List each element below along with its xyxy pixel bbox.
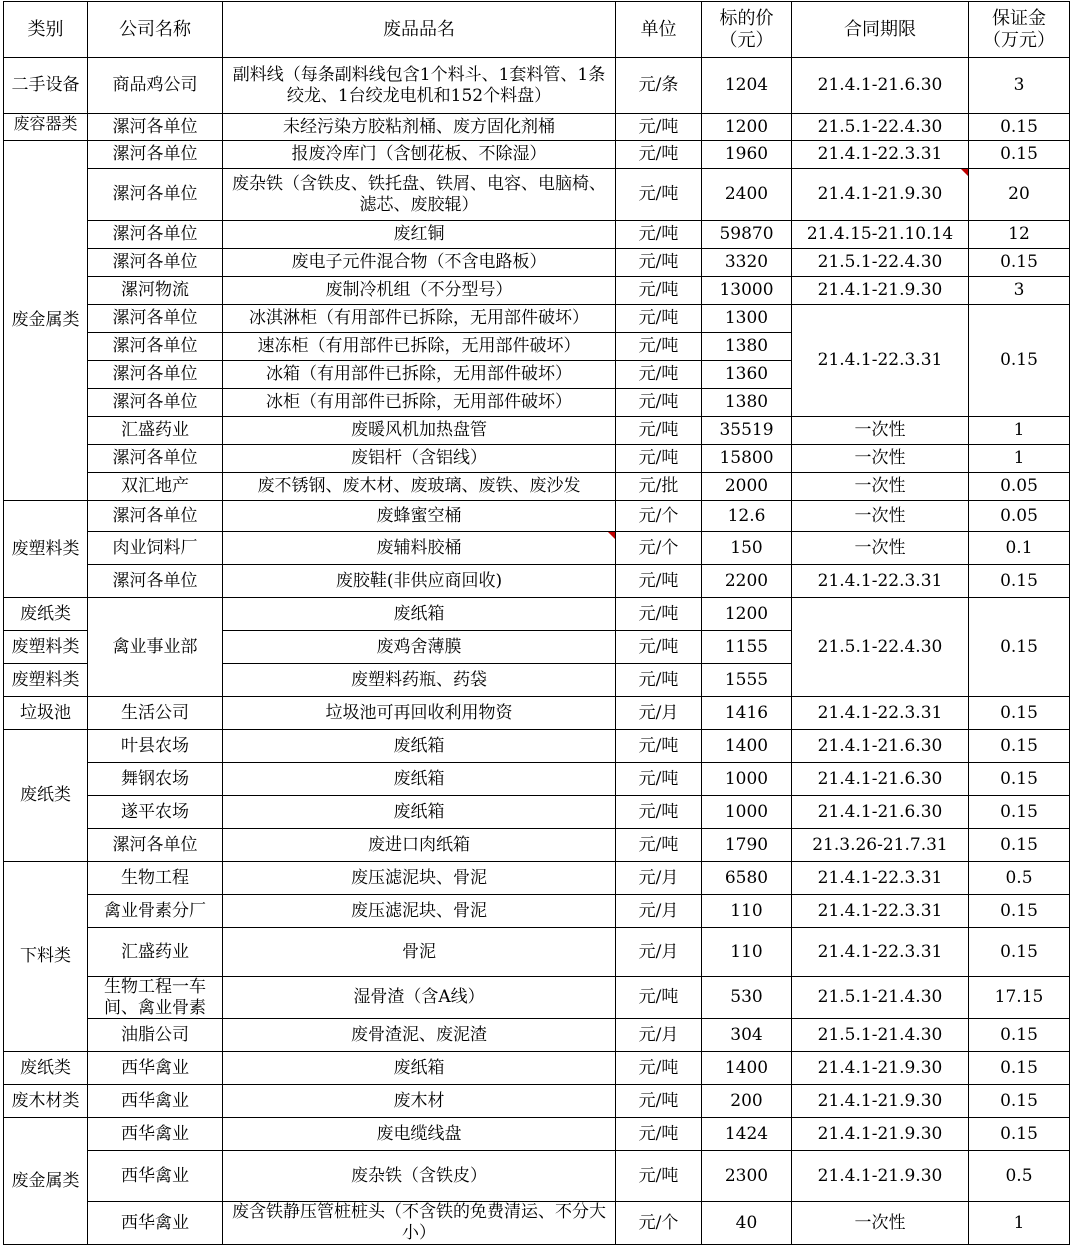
price-cell: 12.6 xyxy=(702,501,792,532)
unit-cell: 元/个 xyxy=(616,1202,702,1244)
price-cell: 2200 xyxy=(702,565,792,598)
table-row xyxy=(4,141,1070,169)
table-row xyxy=(4,1118,1070,1151)
deposit-cell: 0.15 xyxy=(969,565,1070,598)
period-cell: 21.5.1-21.4.30 xyxy=(792,1019,969,1052)
table-row xyxy=(4,697,1070,730)
company-cell: 西华禽业 xyxy=(88,1118,223,1151)
table-row xyxy=(4,1151,1070,1202)
table-row xyxy=(4,1085,1070,1118)
item-cell: 废塑料药瓶、药袋 xyxy=(223,664,616,697)
item-cell: 废铝杆（含铝线） xyxy=(223,445,616,473)
table-row xyxy=(4,829,1070,862)
company-cell: 舞钢农场 xyxy=(88,763,223,796)
company-cell: 商品鸡公司 xyxy=(88,58,223,114)
period-cell: 一次性 xyxy=(792,473,969,501)
price-cell: 1155 xyxy=(702,631,792,664)
price-cell: 2000 xyxy=(702,473,792,501)
deposit-cell: 0.15 xyxy=(969,895,1070,928)
table-row xyxy=(4,417,1070,445)
deposit-cell: 0.15 xyxy=(969,1118,1070,1151)
table-row xyxy=(4,730,1070,763)
company-cell: 漯河物流 xyxy=(88,277,223,305)
period-cell: 21.4.1-21.6.30 xyxy=(792,730,969,763)
table-row xyxy=(4,928,1070,977)
company-cell: 油脂公司 xyxy=(88,1019,223,1052)
table-row xyxy=(4,1202,1070,1244)
company-cell: 汇盛药业 xyxy=(88,928,223,977)
price-cell: 2400 xyxy=(702,169,792,221)
table-row xyxy=(4,862,1070,895)
item-cell: 废杂铁（含铁皮） xyxy=(223,1151,616,1202)
unit-cell: 元/吨 xyxy=(616,361,702,389)
price-cell: 1960 xyxy=(702,141,792,169)
unit-cell: 元/批 xyxy=(616,473,702,501)
table-row xyxy=(4,58,1070,114)
item-cell: 废进口肉纸箱 xyxy=(223,829,616,862)
item-cell: 冰柜（有用部件已拆除，无用部件破坏） xyxy=(223,389,616,417)
price-cell: 110 xyxy=(702,895,792,928)
company-cell: 汇盛药业 xyxy=(88,417,223,445)
table-row xyxy=(4,114,1070,141)
company-cell: 漯河各单位 xyxy=(88,565,223,598)
company-cell: 双汇地产 xyxy=(88,473,223,501)
period-cell: 21.4.1-21.9.30 xyxy=(792,277,969,305)
table-row xyxy=(4,249,1070,277)
table-body xyxy=(4,2,1070,1245)
unit-cell: 元/月 xyxy=(616,862,702,895)
deposit-cell: 0.5 xyxy=(969,1151,1070,1202)
category-cell: 废塑料类 xyxy=(4,501,88,598)
company-cell: 漯河各单位 xyxy=(88,829,223,862)
item-cell: 废压滤泥块、骨泥 xyxy=(223,895,616,928)
item-cell: 速冻柜（有用部件已拆除，无用部件破坏） xyxy=(223,333,616,361)
price-cell: 3320 xyxy=(702,249,792,277)
deposit-cell: 0.15 xyxy=(969,697,1070,730)
deposit-cell: 20 xyxy=(969,169,1070,221)
price-cell: 1200 xyxy=(702,598,792,631)
company-cell: 西华禽业 xyxy=(88,1202,223,1244)
item-cell: 废纸箱 xyxy=(223,796,616,829)
period-cell: 21.4.1-22.3.31 xyxy=(792,305,969,417)
comment-marker xyxy=(608,532,615,539)
unit-cell: 元/吨 xyxy=(616,565,702,598)
period-cell: 21.5.1-22.4.30 xyxy=(792,598,969,697)
company-cell: 禽业骨素分厂 xyxy=(88,895,223,928)
header-period: 合同期限 xyxy=(792,2,969,58)
company-cell: 漯河各单位 xyxy=(88,361,223,389)
period-cell: 21.4.1-21.6.30 xyxy=(792,796,969,829)
period-cell: 21.4.1-21.9.30 xyxy=(792,1052,969,1085)
period-cell: 21.4.1-21.9.30 xyxy=(792,1151,969,1202)
unit-cell: 元/吨 xyxy=(616,631,702,664)
company-cell: 肉业饲料厂 xyxy=(88,532,223,565)
item-cell: 废骨渣泥、废泥渣 xyxy=(223,1019,616,1052)
unit-cell: 元/吨 xyxy=(616,141,702,169)
deposit-cell: 0.15 xyxy=(969,249,1070,277)
price-cell: 1360 xyxy=(702,361,792,389)
unit-cell: 元/吨 xyxy=(616,389,702,417)
table-row xyxy=(4,473,1070,501)
item-cell: 废纸箱 xyxy=(223,763,616,796)
price-cell: 15800 xyxy=(702,445,792,473)
unit-cell: 元/个 xyxy=(616,532,702,565)
header-unit: 单位 xyxy=(616,2,702,58)
item-cell: 副料线（每条副料线包含1个料斗、1套料管、1条绞龙、1台绞龙电机和152个料盘） xyxy=(223,58,616,114)
item-cell: 废木材 xyxy=(223,1085,616,1118)
deposit-cell: 0.15 xyxy=(969,114,1070,141)
company-cell: 漯河各单位 xyxy=(88,169,223,221)
category-cell: 废纸类 xyxy=(4,730,88,862)
unit-cell: 元/吨 xyxy=(616,249,702,277)
price-cell: 6580 xyxy=(702,862,792,895)
category-cell: 二手设备 xyxy=(4,58,88,114)
period-cell: 21.4.1-22.3.31 xyxy=(792,928,969,977)
period-cell: 21.3.26-21.7.31 xyxy=(792,829,969,862)
table-row xyxy=(4,977,1070,1019)
price-cell: 1380 xyxy=(702,333,792,361)
deposit-cell: 0.15 xyxy=(969,928,1070,977)
deposit-cell: 0.15 xyxy=(969,796,1070,829)
table-row xyxy=(4,796,1070,829)
category-cell: 垃圾池 xyxy=(4,697,88,730)
table-row xyxy=(4,445,1070,473)
period-cell: 一次性 xyxy=(792,1202,969,1244)
table-row xyxy=(4,532,1070,565)
deposit-cell: 1 xyxy=(969,417,1070,445)
unit-cell: 元/吨 xyxy=(616,664,702,697)
deposit-cell: 0.05 xyxy=(969,501,1070,532)
period-cell: 21.5.1-22.4.30 xyxy=(792,114,969,141)
table-row xyxy=(4,763,1070,796)
item-cell: 冰箱（有用部件已拆除，无用部件破坏） xyxy=(223,361,616,389)
company-cell: 生活公司 xyxy=(88,697,223,730)
unit-cell: 元/吨 xyxy=(616,730,702,763)
table-row xyxy=(4,1019,1070,1052)
category-cell: 废塑料类 xyxy=(4,631,88,664)
item-cell: 冰淇淋柜（有用部件已拆除，无用部件破坏） xyxy=(223,305,616,333)
table-row xyxy=(4,895,1070,928)
deposit-cell: 0.15 xyxy=(969,141,1070,169)
price-cell: 1200 xyxy=(702,114,792,141)
company-cell: 遂平农场 xyxy=(88,796,223,829)
item-cell: 废蜂蜜空桶 xyxy=(223,501,616,532)
table-row xyxy=(4,501,1070,532)
item-cell: 废杂铁（含铁皮、铁托盘、铁屑、电容、电脑椅、滤芯、废胶辊） xyxy=(223,169,616,221)
unit-cell: 元/条 xyxy=(616,58,702,114)
unit-cell: 元/吨 xyxy=(616,796,702,829)
item-cell: 湿骨渣（含A线） xyxy=(223,977,616,1019)
header-price: 标的价 （元） xyxy=(702,2,792,58)
unit-cell: 元/吨 xyxy=(616,1052,702,1085)
unit-cell: 元/吨 xyxy=(616,221,702,249)
period-cell: 21.4.1-21.6.30 xyxy=(792,58,969,114)
deposit-cell: 0.15 xyxy=(969,305,1070,417)
period-cell: 21.4.1-22.3.31 xyxy=(792,697,969,730)
item-cell: 废压滤泥块、骨泥 xyxy=(223,862,616,895)
deposit-cell: 0.05 xyxy=(969,473,1070,501)
category-cell: 下料类 xyxy=(4,862,88,1052)
unit-cell: 元/吨 xyxy=(616,445,702,473)
deposit-cell: 1 xyxy=(969,445,1070,473)
deposit-cell: 0.15 xyxy=(969,1085,1070,1118)
deposit-cell: 0.15 xyxy=(969,598,1070,697)
item-cell: 废胶鞋(非供应商回收) xyxy=(223,565,616,598)
deposit-cell: 3 xyxy=(969,277,1070,305)
period-cell: 21.4.1-22.3.31 xyxy=(792,141,969,169)
item-cell: 废辅料胶桶 xyxy=(223,532,616,565)
price-cell: 1400 xyxy=(702,1052,792,1085)
deposit-cell: 17.15 xyxy=(969,977,1070,1019)
company-cell: 漯河各单位 xyxy=(88,333,223,361)
company-cell: 禽业事业部 xyxy=(88,598,223,697)
company-cell: 漯河各单位 xyxy=(88,249,223,277)
category-cell: 废纸类 xyxy=(4,1052,88,1085)
period-cell: 21.4.1-22.3.31 xyxy=(792,862,969,895)
period-cell: 一次性 xyxy=(792,501,969,532)
deposit-cell: 0.15 xyxy=(969,1052,1070,1085)
period-cell: 21.5.1-22.4.30 xyxy=(792,249,969,277)
table-row xyxy=(4,1052,1070,1085)
price-cell: 304 xyxy=(702,1019,792,1052)
unit-cell: 元/吨 xyxy=(616,277,702,305)
price-cell: 59870 xyxy=(702,221,792,249)
company-cell: 漯河各单位 xyxy=(88,501,223,532)
item-cell: 废制冷机组（不分型号） xyxy=(223,277,616,305)
deposit-cell: 0.1 xyxy=(969,532,1070,565)
price-cell: 200 xyxy=(702,1085,792,1118)
period-cell: 一次性 xyxy=(792,445,969,473)
price-cell: 2300 xyxy=(702,1151,792,1202)
company-cell: 西华禽业 xyxy=(88,1085,223,1118)
price-cell: 1380 xyxy=(702,389,792,417)
period-cell: 21.4.1-21.6.30 xyxy=(792,763,969,796)
header-category: 类别 xyxy=(4,2,88,58)
table-row xyxy=(4,277,1070,305)
period-cell: 21.4.1-22.3.31 xyxy=(792,565,969,598)
deposit-cell: 0.15 xyxy=(969,730,1070,763)
company-cell: 漯河各单位 xyxy=(88,114,223,141)
item-cell: 废电缆线盘 xyxy=(223,1118,616,1151)
unit-cell: 元/吨 xyxy=(616,977,702,1019)
company-cell: 漯河各单位 xyxy=(88,305,223,333)
company-cell: 漯河各单位 xyxy=(88,141,223,169)
item-cell: 骨泥 xyxy=(223,928,616,977)
unit-cell: 元/吨 xyxy=(616,114,702,141)
deposit-cell: 0.15 xyxy=(969,829,1070,862)
unit-cell: 元/月 xyxy=(616,1019,702,1052)
company-cell: 漯河各单位 xyxy=(88,389,223,417)
unit-cell: 元/个 xyxy=(616,501,702,532)
price-cell: 1000 xyxy=(702,796,792,829)
category-cell: 废塑料类 xyxy=(4,664,88,697)
company-cell: 叶县农场 xyxy=(88,730,223,763)
price-cell: 150 xyxy=(702,532,792,565)
header-row xyxy=(4,2,1070,58)
table-row xyxy=(4,598,1070,631)
table-row xyxy=(4,565,1070,598)
price-cell: 40 xyxy=(702,1202,792,1244)
unit-cell: 元/吨 xyxy=(616,169,702,221)
period-cell: 21.4.1-21.9.30 xyxy=(792,169,969,221)
unit-cell: 元/月 xyxy=(616,895,702,928)
item-cell: 废红铜 xyxy=(223,221,616,249)
category-cell: 废木材类 xyxy=(4,1085,88,1118)
header-item: 废品品名 xyxy=(223,2,616,58)
item-cell: 未经污染方胶粘剂桶、废方固化剂桶 xyxy=(223,114,616,141)
period-cell: 21.4.15-21.10.14 xyxy=(792,221,969,249)
unit-cell: 元/吨 xyxy=(616,305,702,333)
period-cell: 21.4.1-21.9.30 xyxy=(792,1118,969,1151)
price-cell: 110 xyxy=(702,928,792,977)
company-cell: 生物工程一车间、禽业骨素 xyxy=(88,977,223,1019)
category-cell: 废纸类 xyxy=(4,598,88,631)
item-cell: 废纸箱 xyxy=(223,1052,616,1085)
header-deposit: 保证金 （万元） xyxy=(969,2,1070,58)
item-cell: 废纸箱 xyxy=(223,730,616,763)
company-cell: 西华禽业 xyxy=(88,1052,223,1085)
category-cell: 废金属类 xyxy=(4,1118,88,1244)
period-cell: 21.4.1-22.3.31 xyxy=(792,895,969,928)
company-cell: 生物工程 xyxy=(88,862,223,895)
company-cell: 漯河各单位 xyxy=(88,221,223,249)
unit-cell: 元/吨 xyxy=(616,598,702,631)
unit-cell: 元/吨 xyxy=(616,333,702,361)
scrap-price-table xyxy=(3,1,1070,1245)
item-cell: 废鸡舍薄膜 xyxy=(223,631,616,664)
category-cell: 废容器类 xyxy=(4,114,88,141)
price-cell: 1400 xyxy=(702,730,792,763)
price-cell: 35519 xyxy=(702,417,792,445)
price-cell: 1424 xyxy=(702,1118,792,1151)
item-cell: 废暖风机加热盘管 xyxy=(223,417,616,445)
price-cell: 1790 xyxy=(702,829,792,862)
company-cell: 西华禽业 xyxy=(88,1151,223,1202)
period-cell: 21.4.1-21.9.30 xyxy=(792,1085,969,1118)
period-cell: 21.5.1-21.4.30 xyxy=(792,977,969,1019)
unit-cell: 元/吨 xyxy=(616,417,702,445)
unit-cell: 元/吨 xyxy=(616,763,702,796)
item-cell: 垃圾池可再回收利用物资 xyxy=(223,697,616,730)
price-cell: 1300 xyxy=(702,305,792,333)
price-cell: 1000 xyxy=(702,763,792,796)
unit-cell: 元/吨 xyxy=(616,1118,702,1151)
unit-cell: 元/月 xyxy=(616,697,702,730)
item-cell: 废不锈钢、废木材、废玻璃、废铁、废沙发 xyxy=(223,473,616,501)
unit-cell: 元/吨 xyxy=(616,829,702,862)
item-cell: 废电子元件混合物（不含电路板） xyxy=(223,249,616,277)
deposit-cell: 0.15 xyxy=(969,763,1070,796)
category-cell: 废金属类 xyxy=(4,141,88,501)
table-row xyxy=(4,305,1070,333)
table-row xyxy=(4,169,1070,221)
deposit-cell: 3 xyxy=(969,58,1070,114)
deposit-cell: 0.15 xyxy=(969,1019,1070,1052)
unit-cell: 元/吨 xyxy=(616,1151,702,1202)
deposit-cell: 12 xyxy=(969,221,1070,249)
price-cell: 1555 xyxy=(702,664,792,697)
unit-cell: 元/吨 xyxy=(616,1085,702,1118)
price-cell: 1416 xyxy=(702,697,792,730)
header-company: 公司名称 xyxy=(88,2,223,58)
comment-marker xyxy=(961,169,968,176)
deposit-cell: 0.5 xyxy=(969,862,1070,895)
item-cell: 报废冷库门（含刨花板、不除湿） xyxy=(223,141,616,169)
price-cell: 530 xyxy=(702,977,792,1019)
price-cell: 1204 xyxy=(702,58,792,114)
deposit-cell: 1 xyxy=(969,1202,1070,1244)
company-cell: 漯河各单位 xyxy=(88,445,223,473)
period-cell: 一次性 xyxy=(792,417,969,445)
item-cell: 废含铁静压管桩桩头（不含铁的免费清运、不分大小） xyxy=(223,1202,616,1244)
table-row xyxy=(4,221,1070,249)
unit-cell: 元/月 xyxy=(616,928,702,977)
item-cell: 废纸箱 xyxy=(223,598,616,631)
price-cell: 13000 xyxy=(702,277,792,305)
period-cell: 一次性 xyxy=(792,532,969,565)
